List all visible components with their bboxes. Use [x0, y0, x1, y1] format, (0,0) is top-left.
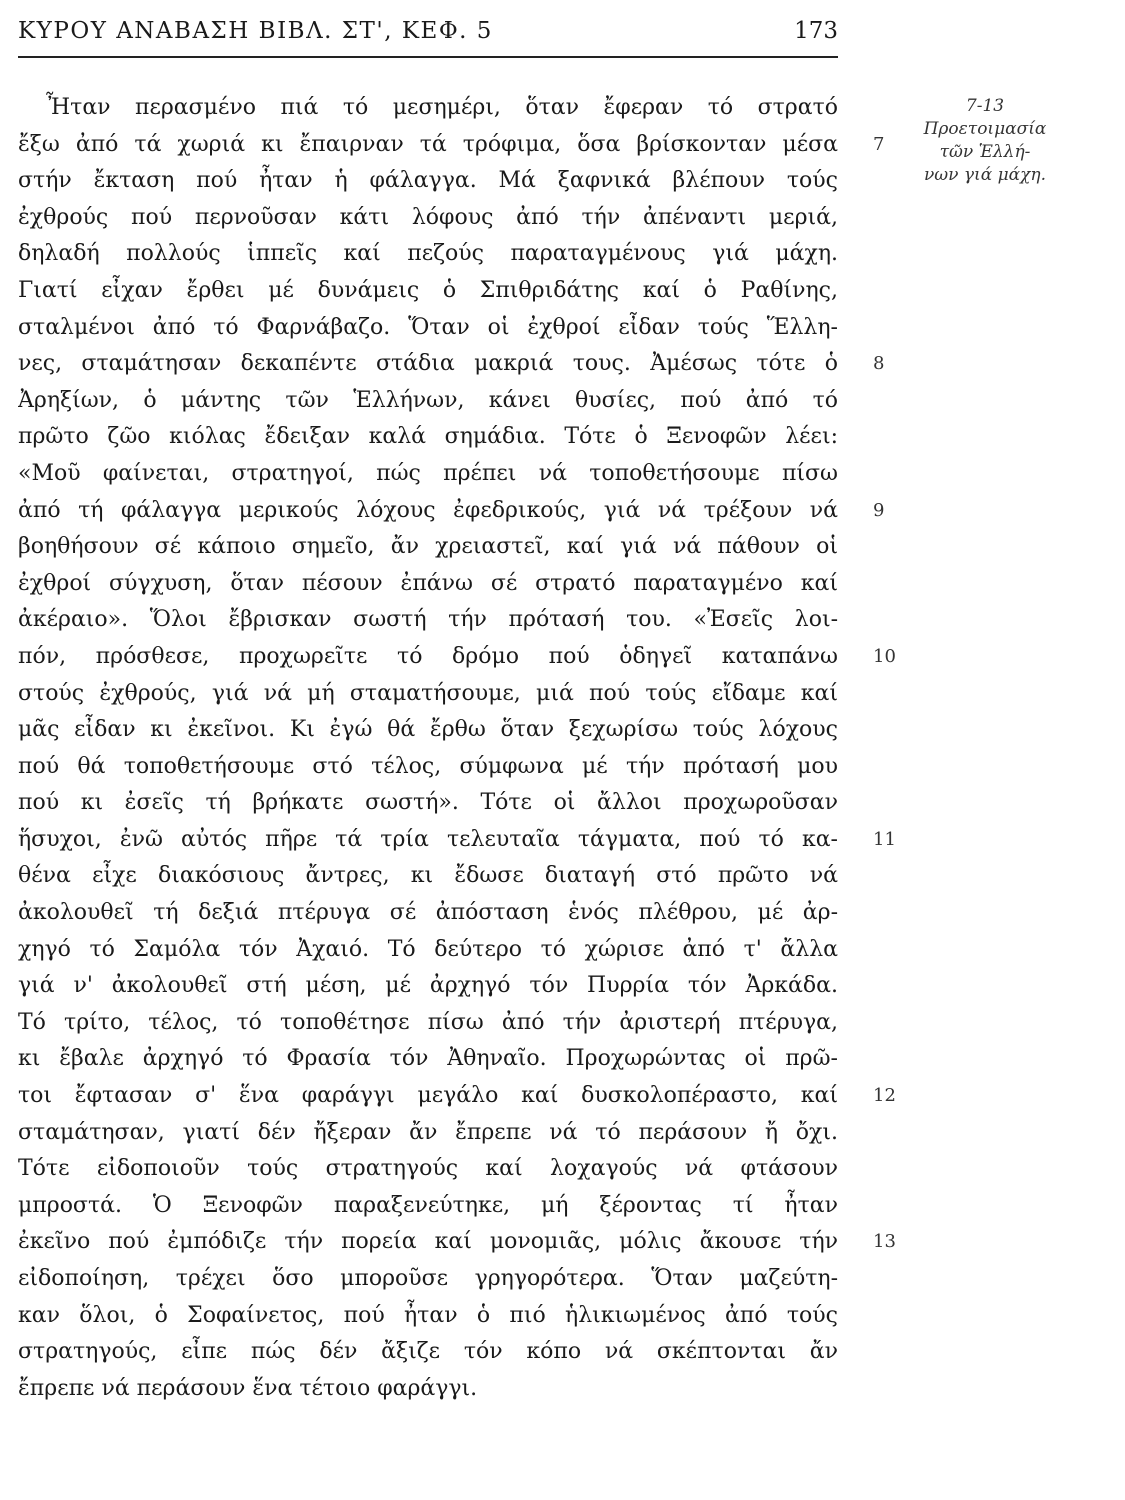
- text-line: ἀπό τή φάλαγγα μερικούς λόχους ἐφεδρικούς, γιά νά τρέξουν νά: [18, 497, 838, 523]
- section-number: 11: [873, 828, 896, 850]
- header-rule: [18, 56, 838, 58]
- text-line: σταλμένοι ἀπό τό Φαρνάβαζο. Ὅταν οἱ ἐχθροί εἶδαν τούς Ἕλλη- 8: [18, 310, 848, 347]
- text-line: στήν ἔκταση πού ἦταν ἡ φάλαγγα. Μά ξαφνικά βλέπουν τούς: [18, 168, 838, 194]
- text-line: σταμάτησαν, γιατί δέν ἤξεραν ἄν ἔπρεπε νά τό περάσουν ἤ ὄχι.: [18, 1119, 838, 1145]
- text-line: Ἦταν περασμένο πιά τό μεσημέρι, ὅταν ἔφεραν τό στρατό 7: [18, 90, 848, 127]
- text-line: βοηθήσουν σέ κάποιο σημεῖο, ἄν χρειαστεῖ, καί γιά νά πάθουν οἱ: [18, 534, 838, 560]
- page-number: 173: [794, 18, 838, 44]
- text-line: χηγό τό Σαμόλα τόν Ἀχαιό. Τό δεύτερο τό χώρισε ἀπό τ' ἄλλα: [18, 936, 838, 962]
- text-line: τοι ἔφτασαν σ' ἕνα φαράγγι μεγάλο καί δυσκολοπέραστο, καί: [18, 1083, 838, 1109]
- section-number: 7: [873, 133, 885, 155]
- margin-note-line: νων γιά μάχη.: [923, 165, 1047, 185]
- text-line: πρῶτο ζῶο κιόλας ἔδειξαν καλά σημάδια. Τότε ὁ Ξενοφῶν λέει:: [18, 424, 838, 450]
- section-number: 9: [873, 499, 885, 521]
- text-line: ἔξω ἀπό τά χωριά κι ἔπαιρναν τά τρόφιμα, ὅσα βρίσκονταν μέσα: [18, 131, 838, 157]
- text-line: εἰδοποίηση, τρέχει ὅσο μποροῦσε γρηγορότερα. Ὅταν μαζεύτη-: [18, 1266, 838, 1291]
- text-line: ἔπρεπε νά περάσουν ἕνα τέτοιο φαράγγι.: [18, 1375, 478, 1401]
- text-line: Ἀρηξίων, ὁ μάντης τῶν Ἑλλήνων, κάνει θυσίες, πού ἀπό τό: [18, 387, 838, 413]
- text-line: μᾶς εἶδαν κι ἐκεῖνοι. Κι ἐγώ θά ἔρθω ὅταν ξεχωρίσω τούς λόχους: [18, 717, 838, 743]
- text-line: ἥσυχοι, ἐνῶ αὐτός πῆρε τά τρία τελευταῖα τάγματα, πού τό κα-: [18, 826, 838, 852]
- text-line: ἐκεῖνο πού ἐμπόδιζε τήν πορεία καί μονομιᾶς, μόλις ἄκουσε τήν: [18, 1229, 838, 1255]
- section-number: 8: [873, 353, 885, 375]
- text-line: Γιατί εἶχαν ἔρθει μέ δυνάμεις ὁ Σπιθριδάτης καί ὁ Ραθίνης,: [18, 277, 838, 303]
- text-line: ἀκολουθεῖ τή δεξιά πτέρυγα σέ ἀπόσταση ἑνός πλέθρου, μέ ἀρ-: [18, 900, 838, 926]
- text-line: «Μοῦ φαίνεται, στρατηγοί, πώς πρέπει νά τοποθετήσουμε πίσω 9: [18, 456, 848, 493]
- text-line: στρατηγούς, εἶπε πώς δέν ἄξιζε τόν κόπο νά σκέπτονται ἄν: [18, 1339, 838, 1365]
- section-number: 10: [873, 645, 896, 667]
- section-number: 13: [873, 1231, 896, 1253]
- text-line: κι ἔβαλε ἀρχηγό τό Φρασία τόν Ἀθηναῖο. Προχωρώντας οἱ πρῶ- 12: [18, 1041, 848, 1078]
- text-line: θένα εἶχε διακόσιους ἄντρες, κι ἔδωσε διαταγή στό πρῶτο νά: [18, 863, 838, 889]
- text-line: ἐχθρούς πού περνοῦσαν κάτι λόφους ἀπό τήν ἀπέναντι μεριά,: [18, 204, 838, 230]
- section-number: 12: [873, 1085, 896, 1107]
- text-line: μπροστά. Ὁ Ξενοφῶν παραξενεύτηκε, μή ξέροντας τί ἦταν 13: [18, 1188, 848, 1225]
- text-line: νες, σταμάτησαν δεκαπέντε στάδια μακριά τους. Ἀμέσως τότε ὁ: [18, 351, 838, 377]
- text-line: ἀκέραιο». Ὅλοι ἔβρισκαν σωστή τήν πρότασή του. «Ἐσεῖς λοι- 10: [18, 602, 848, 639]
- text-line: δηλαδή πολλούς ἱππεῖς καί πεζούς παραταγμένους γιά μάχη.: [18, 241, 838, 267]
- margin-note-line: Προετοιμασία: [923, 119, 1047, 139]
- text-line: ἐχθροί σύγχυση, ὅταν πέσουν ἐπάνω σέ στρατό παραταγμένο καί: [18, 570, 838, 596]
- text-line: πού θά τοποθετήσουμε στό τέλος, σύμφωνα μέ τήν πρότασή μου: [18, 753, 838, 779]
- text-line: πόν, πρόσθεσε, προχωρεῖτε τό δρόμο πού ὁδηγεῖ καταπάνω: [18, 643, 838, 669]
- body-text: [18, 90, 896, 1407]
- running-header: [18, 14, 838, 54]
- running-title: ΚΥΡΟΥ ΑΝΑΒΑΣΗ ΒΙΒΛ. ΣΤ', ΚΕΦ. 5: [18, 18, 493, 44]
- text-line: Τό τρίτο, τέλος, τό τοποθέτησε πίσω ἀπό τήν ἀριστερή πτέρυγα,: [18, 1009, 838, 1035]
- text-line: γιά ν' ἀκολουθεῖ στή μέση, μέ ἀρχηγό τόν Πυρρία τόν Ἀρκάδα.: [18, 973, 838, 999]
- text-line: πού κι ἐσεῖς τή βρήκατε σωστή». Τότε οἱ ἄλλοι προχωροῦσαν 11: [18, 785, 848, 822]
- margin-note-line: τῶν Ἑλλή-: [939, 142, 1031, 162]
- text-line: καν ὅλοι, ὁ Σοφαίνετος, πού ἦταν ὁ πιό ἡλικιωμένος ἀπό τούς: [18, 1302, 838, 1328]
- margin-note: [880, 95, 1090, 187]
- text-line: Τότε εἰδοποιοῦν τούς στρατηγούς καί λοχαγούς νά φτάσουν: [18, 1156, 838, 1182]
- margin-note-range: 7-13: [965, 96, 1005, 116]
- text-line: στούς ἐχθρούς, γιά νά μή σταματήσουμε, μιά πού τούς εἴδαμε καί: [18, 680, 838, 706]
